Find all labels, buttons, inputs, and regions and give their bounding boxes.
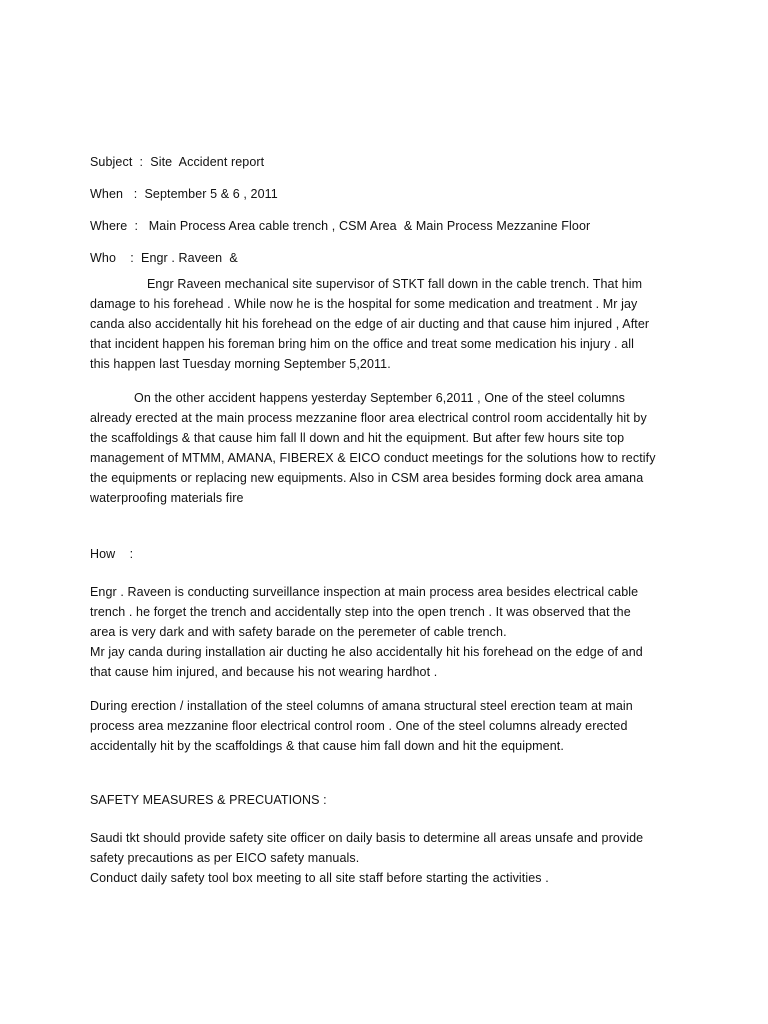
safety-paragraph <box>90 828 670 888</box>
who-line: Who : Engr . Raveen & <box>90 251 238 265</box>
paragraph-line: Conduct daily safety tool box meeting to all site staff before starting the activities . <box>90 871 549 885</box>
paragraph-line: the scaffoldings & that cause him fall ll down and hit the equipment. But after few hours site top <box>90 431 625 445</box>
how-heading: How : <box>90 547 134 561</box>
incident-paragraph-2 <box>90 388 670 508</box>
paragraph-line: area is very dark and with safety barade on the peremeter of cable trench. <box>90 625 507 639</box>
paragraph-line: process area mezzanine floor electrical control room . One of the steel columns already erected <box>90 719 628 733</box>
paragraph-line: During erection / installation of the steel columns of amana structural steel erection team at main <box>90 699 633 713</box>
how-paragraph-2 <box>90 696 670 756</box>
safety-heading: SAFETY MEASURES & PRECUATIONS : <box>90 793 327 807</box>
paragraph-line: On the other accident happens yesterday September 6,2011 , One of the steel columns <box>134 391 626 405</box>
where-line: Where : Main Process Area cable trench , CSM Area & Main Process Mezzanine Floor <box>90 219 591 233</box>
subject-line: Subject : Site Accident report <box>90 155 265 169</box>
paragraph-line: this happen last Tuesday morning September 5,2011. <box>90 357 391 371</box>
paragraph-line: accidentally hit by the scaffoldings & that cause him fall down and hit the equipment. <box>90 739 564 753</box>
paragraph-line: Mr jay canda during installation air ducting he also accidentally hit his forehead on the edge of and <box>90 645 643 659</box>
accident-report-body <box>90 152 670 888</box>
paragraph-line: management of MTMM, AMANA, FIBEREX & EICO conduct meetings for the solutions how to rectify <box>90 451 656 465</box>
paragraph-line: trench . he forget the trench and accidentally step into the open trench . It was observed that the <box>90 605 631 619</box>
paragraph-line: damage to his forehead . While now he is the hospital for some medication and treatment . Mr jay <box>90 297 638 311</box>
paragraph-line: the equipments or replacing new equipments. Also in CSM area besides forming dock area amana <box>90 471 644 485</box>
how-paragraph-1 <box>90 582 670 682</box>
paragraph-line: Engr Raveen mechanical site supervisor of STKT fall down in the cable trench. That him <box>147 277 643 291</box>
paragraph-line: already erected at the main process mezzanine floor area electrical control room accidentally hit by <box>90 411 647 425</box>
paragraph-line: Engr . Raveen is conducting surveillance inspection at main process area besides electrical cable <box>90 585 639 599</box>
paragraph-line: that incident happen his foreman bring him on the office and treat some medication his injury . all <box>90 337 634 351</box>
paragraph-line: that cause him injured, and because his not wearing hardhot . <box>90 665 438 679</box>
incident-paragraph-1 <box>90 274 670 374</box>
when-line: When : September 5 & 6 , 2011 <box>90 187 278 201</box>
paragraph-line: canda also accidentally hit his forehead on the edge of air ducting and that cause him injured , After <box>90 317 650 331</box>
paragraph-line: safety precautions as per EICO safety manuals. <box>90 851 360 865</box>
paragraph-line: waterproofing materials fire <box>90 491 244 505</box>
paragraph-line: Saudi tkt should provide safety site officer on daily basis to determine all areas unsafe and provide <box>90 831 644 845</box>
